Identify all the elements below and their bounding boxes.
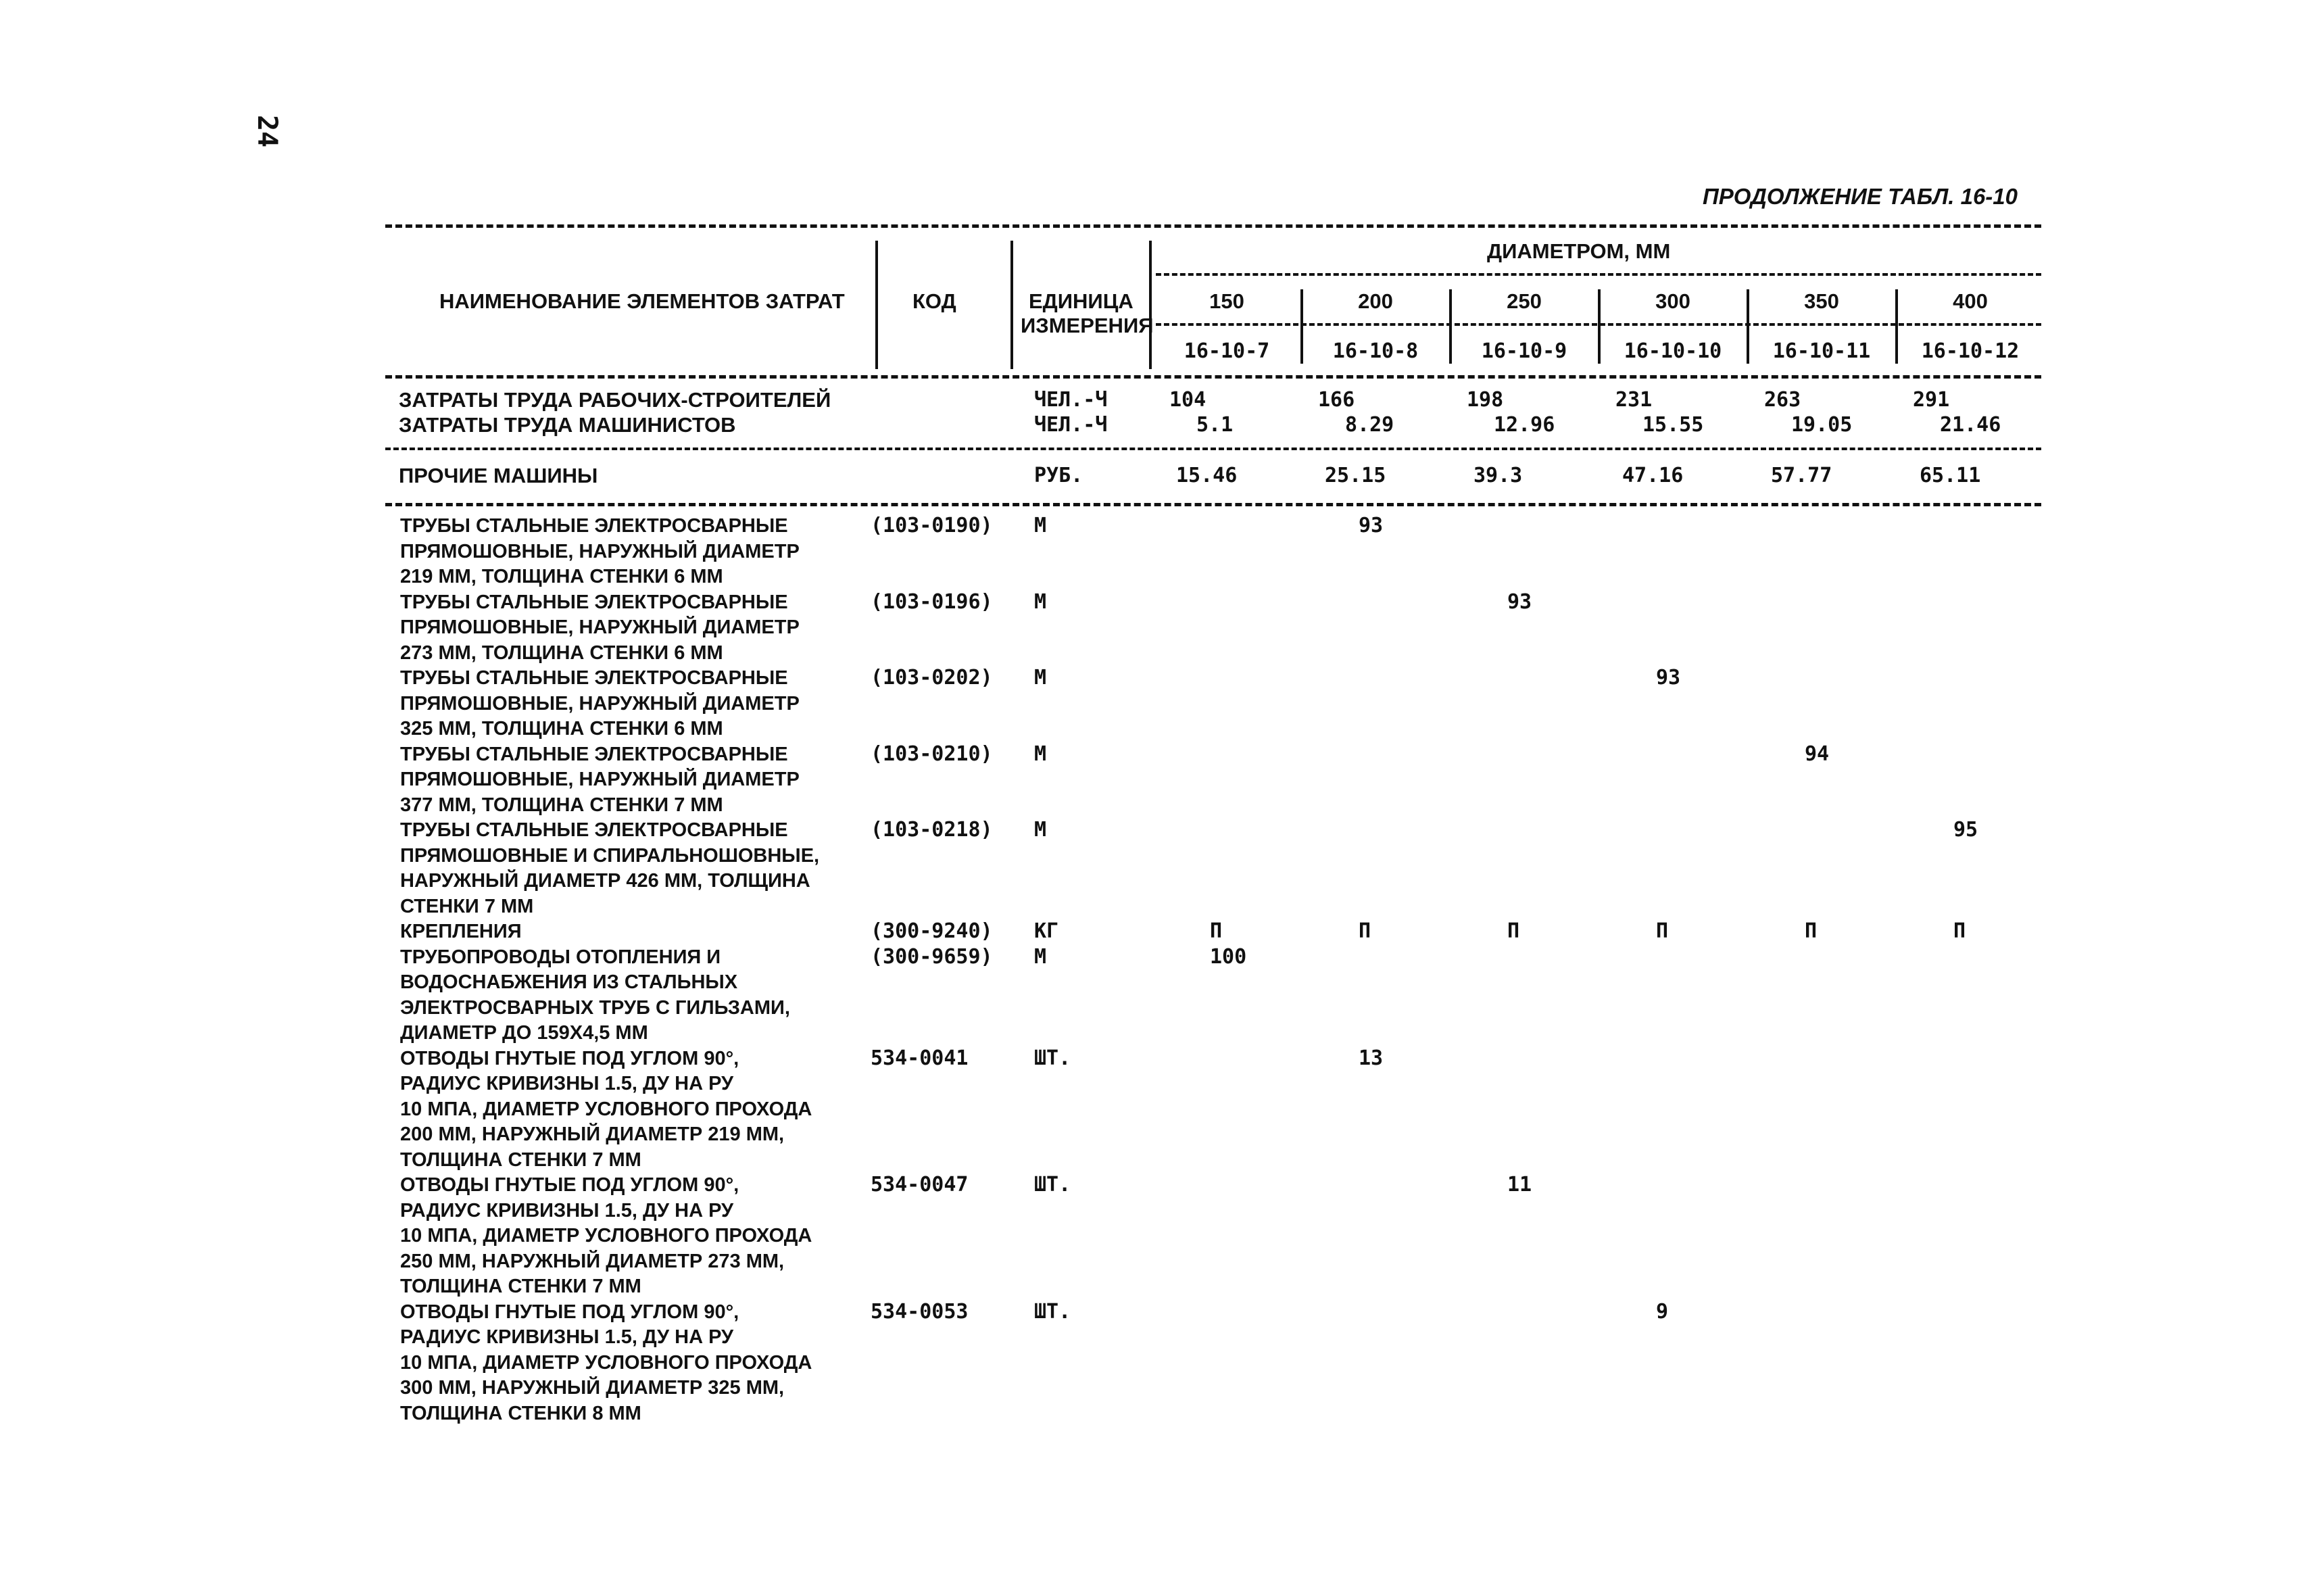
header-unit-line2: ИЗМЕРЕНИЯ: [1021, 314, 1154, 337]
material-row-code: (300-9659): [871, 944, 993, 969]
col-separator: [875, 241, 878, 369]
material-row-value: П: [1805, 919, 1818, 943]
material-row-value: 94: [1805, 742, 1830, 766]
labor-row-unit: ЧЕЛ.-Ч: [1034, 388, 1108, 412]
material-row-name: [400, 1046, 867, 1174]
col-separator: [1895, 289, 1898, 364]
material-row-value: 13: [1359, 1046, 1384, 1070]
machines-row-name: ПРОЧИЕ МАШИНЫ: [399, 464, 598, 487]
material-name-line: ЭЛЕКТРОСВАРНЫХ ТРУБ С ГИЛЬЗАМИ,: [400, 996, 790, 1019]
material-row-code: (103-0210): [871, 742, 993, 766]
col-separator: [1598, 289, 1601, 364]
labor-row-value: 5.1: [1196, 413, 1234, 437]
header-unit-line1: ЕДИНИЦА: [1029, 289, 1134, 313]
header-diameter: 350: [1804, 289, 1839, 313]
header-name-col: НАИМЕНОВАНИЕ ЭЛЕМЕНТОВ ЗАТРАТ: [439, 289, 845, 313]
header-group-title: ДИАМЕТРОМ, ММ: [1487, 239, 1671, 263]
material-row-unit: ШТ.: [1034, 1046, 1071, 1070]
page-number: 24: [251, 115, 283, 148]
material-row-unit: М: [1034, 514, 1047, 537]
material-row-unit: М: [1034, 818, 1047, 842]
col-separator: [1149, 241, 1152, 369]
material-name-line: 250 ММ, НАРУЖНЫЙ ДИАМЕТР 273 ММ,: [400, 1250, 785, 1272]
material-row-unit: М: [1034, 589, 1047, 614]
labor-row-name: ЗАТРАТЫ ТРУДА МАШИНИСТОВ: [399, 413, 736, 437]
labor-row-value: 8.29: [1345, 413, 1394, 437]
material-name-line: ПРЯМОШОВНЫЕ, НАРУЖНЫЙ ДИАМЕТР: [400, 769, 800, 790]
labor-row-value: 263: [1764, 388, 1801, 412]
labor-row-value: 12.96: [1494, 413, 1555, 437]
material-row-value: 93: [1359, 514, 1384, 537]
col-separator: [1010, 241, 1013, 369]
labor-row-unit: ЧЕЛ.-Ч: [1034, 413, 1108, 437]
labor-row-value: 166: [1318, 388, 1355, 412]
material-name-line: 10 МПА, ДИАМЕТР УСЛОВНОГО ПРОХОДА: [400, 1225, 812, 1247]
material-row-value: П: [1210, 919, 1223, 943]
material-row-name: [400, 1300, 867, 1427]
material-name-line: НАРУЖНЫЙ ДИАМЕТР 426 ММ, ТОЛЩИНА: [400, 870, 810, 892]
header-diameter: 300: [1655, 289, 1690, 313]
material-name-line: 325 ММ, ТОЛЩИНА СТЕНКИ 6 ММ: [400, 718, 723, 740]
labor-row-value: 198: [1467, 388, 1504, 412]
header-code: 16-10-7: [1184, 339, 1270, 363]
header-code: 16-10-10: [1624, 339, 1722, 363]
material-name-line: РАДИУС КРИВИЗНЫ 1.5, ДУ НА РУ: [400, 1073, 734, 1094]
material-row-name: [400, 666, 867, 742]
material-row-value: 11: [1507, 1173, 1532, 1196]
material-name-line: ТРУБЫ СТАЛЬНЫЕ ЭЛЕКТРОСВАРНЫЕ: [400, 591, 788, 613]
material-row-name: [400, 818, 867, 919]
material-row-code: (103-0218): [871, 818, 993, 842]
header-bottom-rule: [385, 375, 2041, 379]
labor-bottom-rule: [385, 448, 2041, 450]
header-code: 16-10-8: [1332, 339, 1419, 363]
header-code: 16-10-11: [1772, 339, 1871, 363]
material-row-name: [400, 742, 867, 819]
col-separator: [1449, 289, 1452, 364]
material-name-line: КРЕПЛЕНИЯ: [400, 921, 522, 942]
material-row-value: П: [1507, 919, 1520, 943]
material-row-name: [400, 514, 867, 590]
material-row-unit: М: [1034, 944, 1047, 969]
material-name-line: ПРЯМОШОВНЫЕ, НАРУЖНЫЙ ДИАМЕТР: [400, 692, 800, 715]
material-name-line: 377 ММ, ТОЛЩИНА СТЕНКИ 7 ММ: [400, 794, 723, 816]
table-top-rule: [385, 224, 2041, 228]
machines-bottom-rule: [385, 503, 2041, 506]
material-name-line: ПРЯМОШОВНЫЕ И СПИРАЛЬНОШОВНЫЕ,: [400, 844, 820, 867]
material-name-line: ОТВОДЫ ГНУТЫЕ ПОД УГЛОМ 90°,: [400, 1047, 739, 1069]
material-row-unit: КГ: [1034, 919, 1059, 943]
material-row-name: [400, 919, 867, 945]
header-diameter: 250: [1507, 289, 1542, 313]
material-name-line: 10 МПА, ДИАМЕТР УСЛОВНОГО ПРОХОДА: [400, 1098, 812, 1120]
material-row-value: 100: [1210, 944, 1247, 969]
material-row-code: 534-0047: [871, 1173, 969, 1196]
header-code-col: КОД: [912, 289, 956, 313]
material-row-value: 93: [1656, 666, 1681, 690]
material-row-value: 95: [1953, 818, 1978, 842]
material-name-line: ДИАМЕТР ДО 159Х4,5 ММ: [400, 1022, 648, 1044]
machines-row-value: 47.16: [1622, 464, 1684, 487]
material-row-value: П: [1359, 919, 1371, 943]
machines-row-value: 15.46: [1176, 464, 1238, 487]
material-row-code: 534-0053: [871, 1299, 969, 1324]
material-name-line: 273 ММ, ТОЛЩИНА СТЕНКИ 6 ММ: [400, 642, 723, 664]
col-separator: [1747, 289, 1749, 364]
header-diameter: 200: [1358, 289, 1393, 313]
material-name-line: ТОЛЩИНА СТЕНКИ 7 ММ: [400, 1148, 641, 1171]
material-row-name: [400, 1173, 867, 1300]
col-separator: [1300, 289, 1303, 364]
material-row-unit: М: [1034, 666, 1047, 690]
labor-row-value: 291: [1913, 388, 1950, 412]
header-diameter: 150: [1209, 289, 1244, 313]
material-name-line: ТОЛЩИНА СТЕНКИ 7 ММ: [400, 1276, 641, 1297]
material-name-line: ОТВОДЫ ГНУТЫЕ ПОД УГЛОМ 90°,: [400, 1174, 739, 1196]
labor-row-name: ЗАТРАТЫ ТРУДА РАБОЧИХ-СТРОИТЕЛЕЙ: [399, 388, 831, 412]
material-name-line: ТРУБЫ СТАЛЬНЫЕ ЭЛЕКТРОСВАРНЫЕ: [400, 667, 788, 689]
material-name-line: ТРУБЫ СТАЛЬНЫЕ ЭЛЕКТРОСВАРНЫЕ: [400, 819, 788, 841]
material-row-value: П: [1656, 919, 1669, 943]
material-row-code: (103-0190): [871, 514, 993, 537]
material-name-line: РАДИУС КРИВИЗНЫ 1.5, ДУ НА РУ: [400, 1326, 734, 1348]
material-name-line: ТОЛЩИНА СТЕНКИ 8 ММ: [400, 1402, 641, 1424]
group-rule: [1156, 273, 2041, 276]
material-name-line: 10 МПА, ДИАМЕТР УСЛОВНОГО ПРОХОДА: [400, 1351, 812, 1374]
material-row-unit: ШТ.: [1034, 1299, 1071, 1324]
machines-row-value: 25.15: [1325, 464, 1386, 487]
material-row-unit: ШТ.: [1034, 1173, 1071, 1196]
material-row-code: 534-0041: [871, 1046, 969, 1070]
header-code: 16-10-9: [1481, 339, 1567, 363]
material-name-line: ОТВОДЫ ГНУТЫЕ ПОД УГЛОМ 90°,: [400, 1301, 739, 1323]
material-name-line: СТЕНКИ 7 ММ: [400, 895, 534, 917]
material-name-line: ПРЯМОШОВНЫЕ, НАРУЖНЫЙ ДИАМЕТР: [400, 616, 800, 638]
material-row-name: [400, 945, 867, 1046]
material-row-code: (300-9240): [871, 919, 993, 943]
material-row-code: (103-0196): [871, 589, 993, 614]
machines-row-value: 39.3: [1473, 464, 1523, 487]
material-row-value: 93: [1507, 589, 1532, 614]
material-name-line: ТРУБЫ СТАЛЬНЫЕ ЭЛЕКТРОСВАРНЫЕ: [400, 515, 788, 537]
material-name-line: ПРЯМОШОВНЫЕ, НАРУЖНЫЙ ДИАМЕТР: [400, 540, 800, 562]
labor-row-value: 104: [1169, 388, 1207, 412]
labor-row-value: 231: [1615, 388, 1653, 412]
labor-row-value: 15.55: [1642, 413, 1704, 437]
material-name-line: ВОДОСНАБЖЕНИЯ ИЗ СТАЛЬНЫХ: [400, 971, 738, 993]
table-caption: ПРОДОЛЖЕНИЕ ТАБЛ. 16-10: [1703, 184, 2018, 209]
material-row-value: 9: [1656, 1299, 1669, 1324]
machines-row-unit: РУБ.: [1034, 464, 1083, 487]
labor-row-value: 19.05: [1791, 413, 1853, 437]
header-code: 16-10-12: [1921, 339, 2020, 363]
material-row-unit: М: [1034, 742, 1047, 766]
material-name-line: 219 ММ, ТОЛЩИНА СТЕНКИ 6 ММ: [400, 566, 723, 587]
material-name-line: РАДИУС КРИВИЗНЫ 1.5, ДУ НА РУ: [400, 1199, 734, 1222]
material-name-line: ТРУБЫ СТАЛЬНЫЕ ЭЛЕКТРОСВАРНЫЕ: [400, 743, 788, 765]
material-row-name: [400, 590, 867, 667]
material-row-value: П: [1953, 919, 1966, 943]
machines-row-value: 57.77: [1771, 464, 1832, 487]
material-name-line: 300 ММ, НАРУЖНЫЙ ДИАМЕТР 325 ММ,: [400, 1377, 785, 1399]
material-row-code: (103-0202): [871, 666, 993, 690]
material-name-line: ТРУБОПРОВОДЫ ОТОПЛЕНИЯ И: [400, 946, 721, 968]
material-name-line: 200 ММ, НАРУЖНЫЙ ДИАМЕТР 219 ММ,: [400, 1123, 785, 1145]
labor-row-value: 21.46: [1940, 413, 2001, 437]
machines-row-value: 65.11: [1920, 464, 1981, 487]
header-diameter: 400: [1953, 289, 1988, 313]
